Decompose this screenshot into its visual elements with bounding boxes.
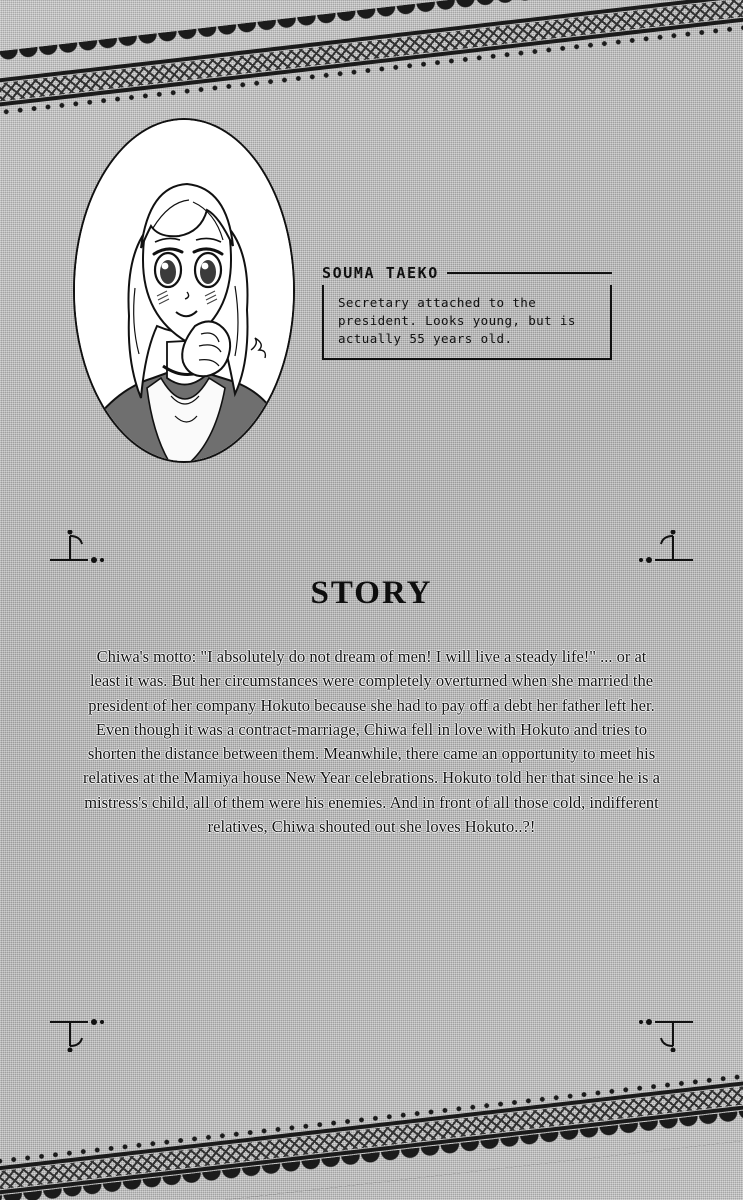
character-nameplate	[322, 264, 612, 360]
corner-ornament-bottom-right-icon	[637, 1018, 695, 1052]
corner-ornament-bottom-left-icon	[48, 1018, 106, 1052]
portrait-illustration-icon	[75, 120, 295, 463]
nameplate-header	[322, 264, 612, 282]
corner-ornament-top-right-icon	[637, 530, 695, 564]
character-name: SOUMA TAEKO	[322, 264, 439, 282]
lace-border-top-icon	[0, 0, 743, 130]
character-portrait	[73, 118, 295, 463]
character-description-box	[322, 285, 612, 360]
character-description: Secretary attached to the president. Looks young, but is actually 55 years old.	[338, 295, 576, 346]
story-text: Chiwa's motto: "I absolutely do not dream of men! I will live a steady life!" ... or at least it was. But her circumstances were completely overturned when she married the president of her company Hokuto because she had to pay off a debt her father left her. Even though it was a contract-marriage, Chiwa fell in love with Hokuto and tries to shorten the distance between them. Meanwhile, there came an opportunity to meet his relatives at the Mamiya house New Year celebrations. Hokuto told her that since he is a mistress's child, all of them were his enemies. And in front of all those cold, indifferent relatives, Chiwa shouted out she loves Hokuto..?!	[83, 647, 660, 836]
story-text-block	[80, 645, 663, 839]
story-heading: STORY	[310, 575, 433, 611]
lace-border-bottom-icon	[0, 1064, 743, 1200]
nameplate-rule	[447, 272, 612, 274]
portrait-frame	[73, 118, 295, 463]
corner-ornament-top-left-icon	[48, 530, 106, 564]
